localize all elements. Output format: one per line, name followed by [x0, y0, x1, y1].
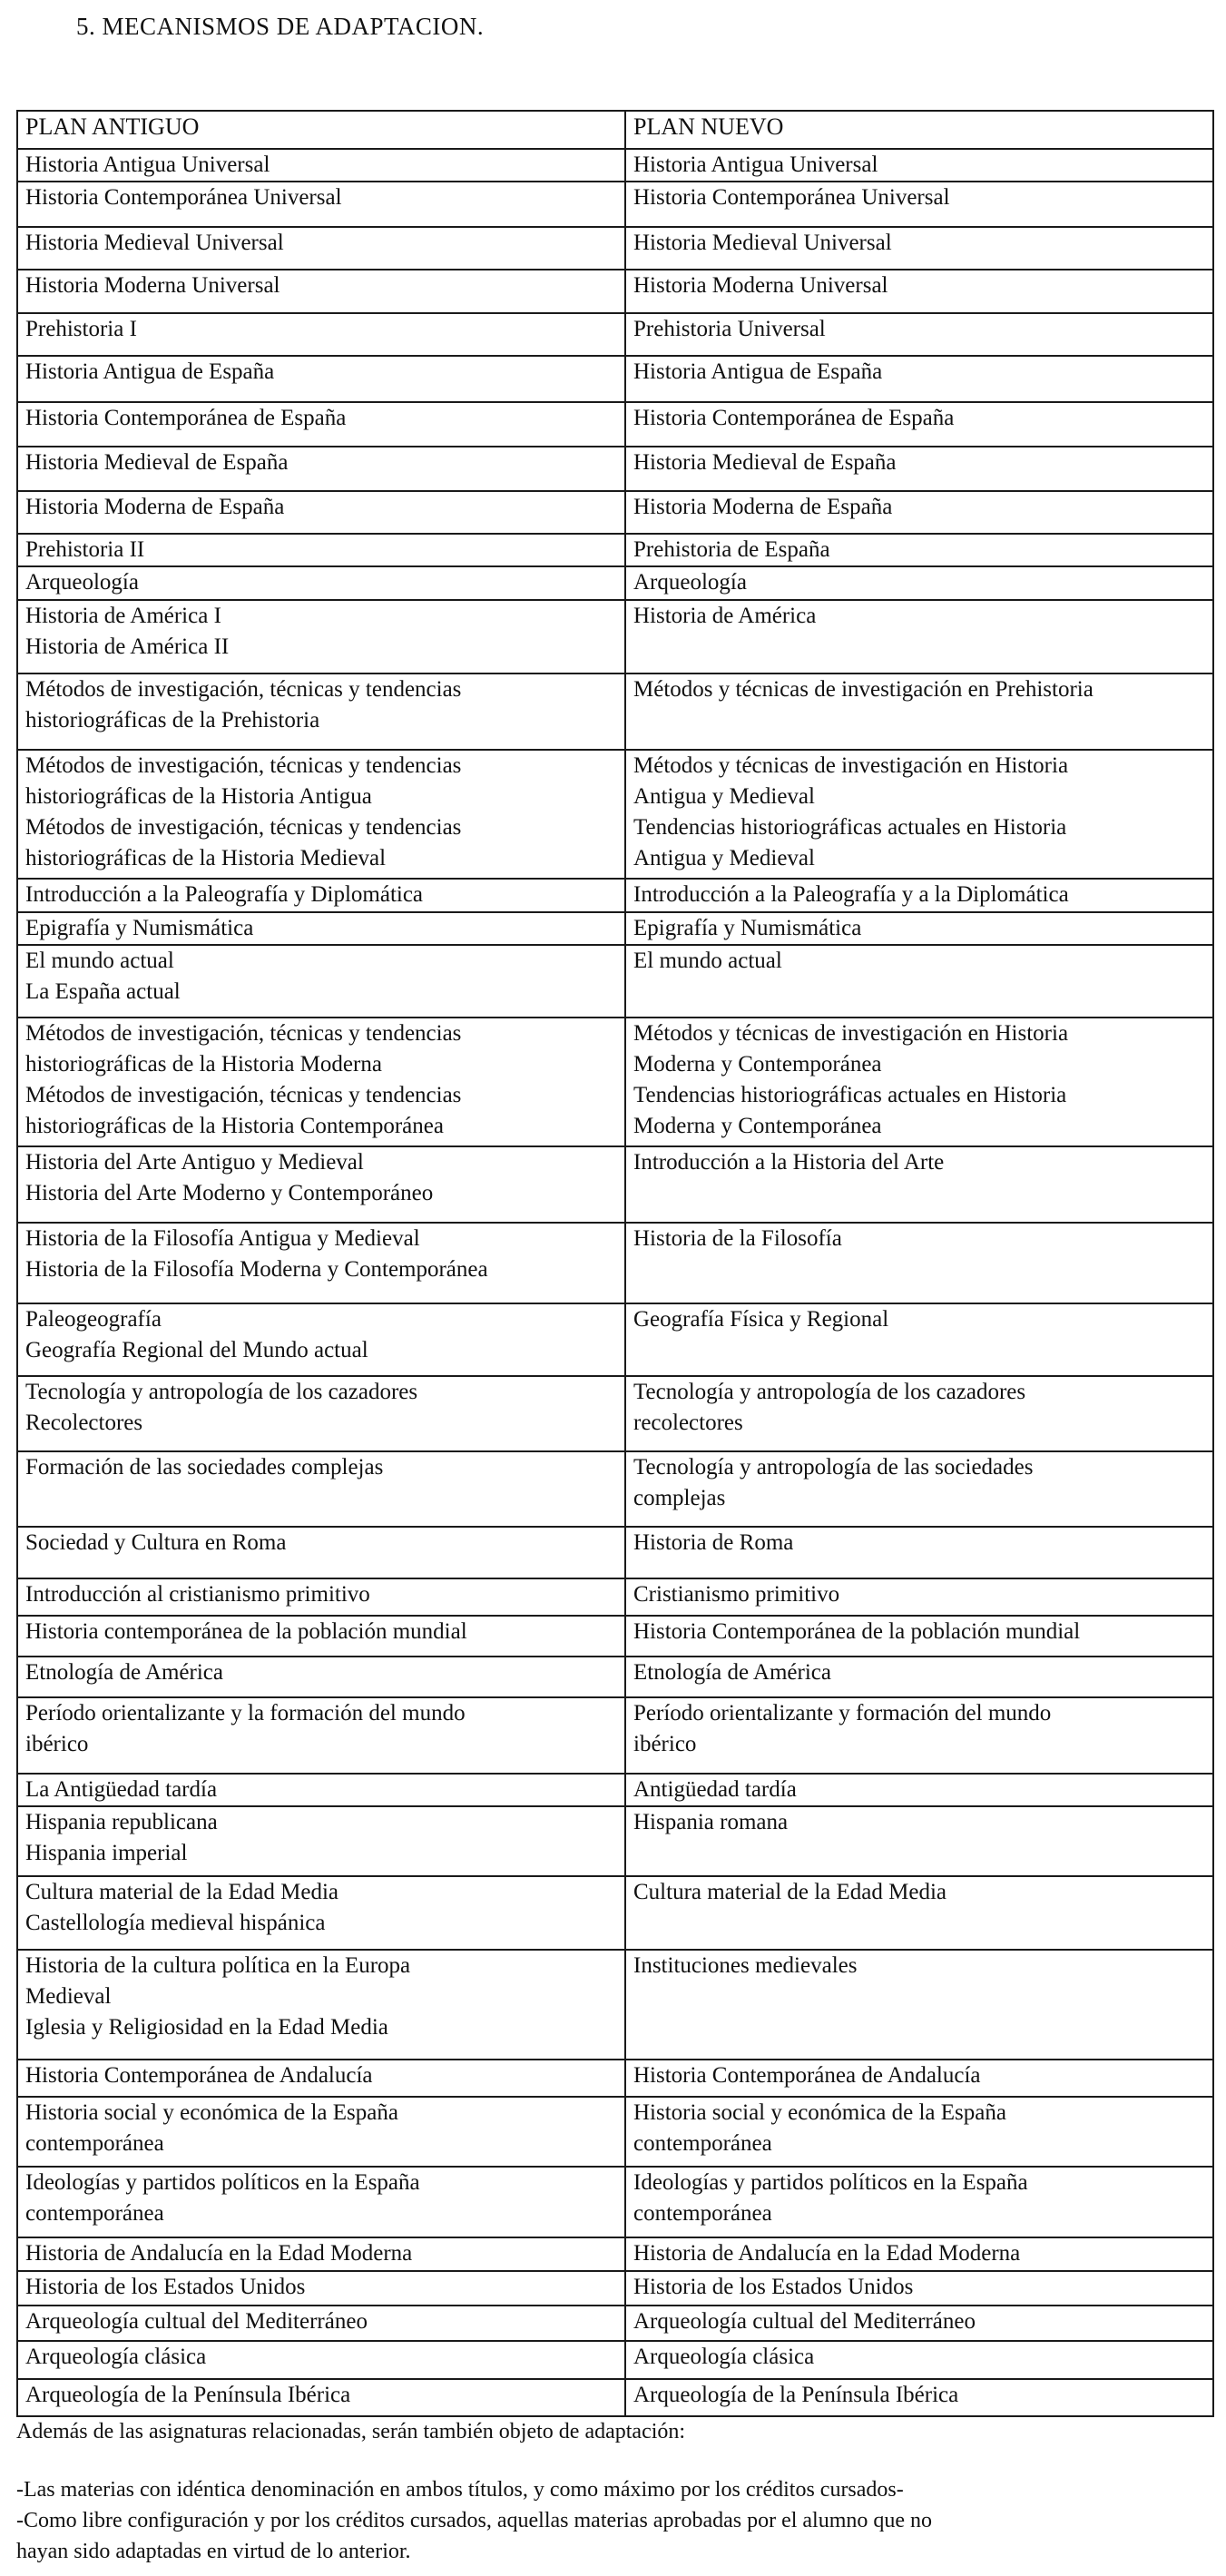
cell-line: Geografía Regional del Mundo actual — [25, 1338, 368, 1362]
cell-line: historiográficas de la Historia Antigua — [25, 784, 372, 809]
cell-line: La Antigüedad tardía — [25, 1777, 218, 1802]
notes-item: -Las materias con idéntica denominación en ambos títulos, y como máximo por los créditos cursados- — [16, 2478, 904, 2502]
cell-line: Moderna y Contemporánea — [633, 1114, 882, 1138]
table-row — [17, 1527, 1213, 1578]
cell-line: Métodos de investigación, técnicas y tendencias — [25, 677, 462, 702]
cell-line: historiográficas de la Historia Medieval — [25, 846, 387, 870]
cell-line: La España actual — [25, 979, 181, 1004]
plan-nuevo-cell — [625, 2306, 1213, 2341]
plan-nuevo-cell — [625, 1451, 1213, 1527]
cell-line: Prehistoria I — [25, 317, 137, 341]
adaptation-notes — [16, 2416, 1212, 2567]
plan-antiguo-cell — [17, 2167, 625, 2237]
plan-nuevo-cell — [625, 1018, 1213, 1146]
table-body — [17, 149, 1213, 2416]
cell-line: Introducción a la Paleografía y Diplomática — [25, 882, 424, 907]
table-row — [17, 1697, 1213, 1774]
table-row — [17, 227, 1213, 270]
cell-line: Historia Contemporánea Universal — [25, 185, 342, 210]
plan-antiguo-cell — [17, 750, 625, 879]
cell-line: ibérico — [633, 1732, 697, 1756]
cell-line: Hispania imperial — [25, 1841, 188, 1865]
plan-nuevo-cell — [625, 1223, 1213, 1303]
plan-antiguo-cell — [17, 1223, 625, 1303]
cell-line: Etnología de América — [633, 1660, 831, 1685]
cell-line: Historia Antigua Universal — [25, 152, 270, 177]
cell-line: contemporánea — [633, 2131, 772, 2156]
plan-nuevo-cell — [625, 1657, 1213, 1697]
cell-line: Historia de América I — [25, 604, 221, 628]
plan-antiguo-cell — [17, 566, 625, 600]
cell-line: Historia Antigua de España — [633, 359, 883, 384]
plan-nuevo-cell — [625, 447, 1213, 491]
plan-antiguo-cell — [17, 2341, 625, 2379]
notes-item: hayan sido adaptadas en virtud de lo anterior. — [16, 2540, 411, 2563]
table-row — [17, 1146, 1213, 1223]
cell-line: Métodos de investigación, técnicas y tendencias — [25, 1021, 462, 1046]
table-row — [17, 313, 1213, 356]
table-row — [17, 2379, 1213, 2416]
cell-line: Cristianismo primitivo — [633, 1582, 840, 1607]
cell-line: Historia Contemporánea de Andalucía — [25, 2063, 373, 2088]
cell-line: Historia de la Filosofía — [633, 1226, 842, 1251]
cell-line: Historia Medieval Universal — [633, 231, 892, 255]
plan-antiguo-cell — [17, 313, 625, 356]
cell-line: ibérico — [25, 1732, 89, 1756]
cell-line: Historia Medieval de España — [25, 450, 289, 475]
plan-nuevo-cell — [625, 270, 1213, 313]
table-row — [17, 2097, 1213, 2167]
cell-line: Geografía Física y Regional — [633, 1307, 889, 1332]
cell-line: Tecnología y antropología de las sociedades — [633, 1455, 1034, 1480]
plan-antiguo-cell — [17, 1303, 625, 1376]
cell-line: Castellología medieval hispánica — [25, 1911, 326, 1935]
plan-antiguo-cell — [17, 2379, 625, 2416]
plan-antiguo-cell — [17, 673, 625, 750]
plan-antiguo-cell — [17, 447, 625, 491]
cell-line: Prehistoria de España — [633, 537, 830, 562]
table-row — [17, 491, 1213, 534]
plan-antiguo-cell — [17, 1527, 625, 1578]
cell-line: Historia Contemporánea de España — [25, 406, 347, 430]
cell-line: Instituciones medievales — [633, 1953, 858, 1978]
table-row — [17, 1018, 1213, 1146]
plan-nuevo-cell — [625, 402, 1213, 447]
cell-line: Arqueología cultual del Mediterráneo — [633, 2309, 976, 2334]
plan-nuevo-cell — [625, 1376, 1213, 1451]
plan-nuevo-cell — [625, 2341, 1213, 2379]
cell-line: Historia Contemporánea de la población mundial — [633, 1619, 1081, 1644]
cell-line: Historia social y económica de la España — [25, 2100, 398, 2125]
plan-antiguo-cell — [17, 1806, 625, 1876]
plan-antiguo-cell — [17, 534, 625, 566]
plan-antiguo-cell — [17, 1876, 625, 1950]
plan-nuevo-cell — [625, 2271, 1213, 2306]
plan-antiguo-cell — [17, 1146, 625, 1223]
plan-antiguo-cell — [17, 2060, 625, 2097]
cell-line: Sociedad y Cultura en Roma — [25, 1530, 287, 1555]
cell-line: Historia de América II — [25, 634, 230, 659]
cell-line: Introducción a la Paleografía y a la Diplomática — [633, 882, 1069, 907]
cell-line: Métodos y técnicas de investigación en Prehistoria — [633, 677, 1094, 702]
cell-line: Introducción al cristianismo primitivo — [25, 1582, 370, 1607]
plan-nuevo-cell — [625, 2060, 1213, 2097]
table-row — [17, 673, 1213, 750]
table-row — [17, 912, 1213, 945]
cell-line: Historia de la Filosofía Antigua y Medieval — [25, 1226, 420, 1251]
cell-line: Cultura material de la Edad Media — [633, 1880, 947, 1904]
plan-nuevo-cell — [625, 1527, 1213, 1578]
plan-antiguo-cell — [17, 1578, 625, 1616]
cell-line: Historia Contemporánea de España — [633, 406, 955, 430]
cell-line: Epigrafía y Numismática — [633, 916, 862, 940]
cell-line: Historia de la cultura política en la Europa — [25, 1953, 411, 1978]
plan-nuevo-cell — [625, 1774, 1213, 1806]
plan-antiguo-cell — [17, 1950, 625, 2060]
table-row — [17, 2341, 1213, 2379]
table-row — [17, 1657, 1213, 1697]
plan-antiguo-cell — [17, 945, 625, 1018]
notes-intro: Además de las asignaturas relacionadas, serán también objeto de adaptación: — [16, 2420, 686, 2443]
header-plan-nuevo: PLAN NUEVO — [625, 111, 1213, 149]
table-row — [17, 1451, 1213, 1527]
header-plan-antiguo: PLAN ANTIGUO — [17, 111, 625, 149]
plan-antiguo-cell — [17, 491, 625, 534]
cell-line: Métodos y técnicas de investigación en Historia — [633, 1021, 1069, 1046]
cell-line: Historia del Arte Moderno y Contemporáneo — [25, 1181, 434, 1205]
cell-line: Historia Moderna Universal — [25, 273, 280, 298]
plan-nuevo-cell — [625, 2237, 1213, 2271]
cell-line: contemporánea — [633, 2201, 772, 2226]
plan-antiguo-cell — [17, 182, 625, 227]
cell-line: recolectores — [633, 1411, 743, 1435]
plan-antiguo-cell — [17, 1451, 625, 1527]
section-title: 5. MECANISMOS DE ADAPTACION. — [76, 13, 485, 40]
cell-line: Arqueología de la Península Ibérica — [25, 2383, 351, 2407]
table-row — [17, 1578, 1213, 1616]
table-row — [17, 447, 1213, 491]
plan-antiguo-cell — [17, 1697, 625, 1774]
cell-line: historiográficas de la Prehistoria — [25, 708, 320, 732]
cell-line: Hispania republicana — [25, 1810, 218, 1834]
plan-nuevo-cell — [625, 750, 1213, 879]
cell-line: historiográficas de la Historia Contemporánea — [25, 1114, 444, 1138]
cell-line: Historia de América — [633, 604, 817, 628]
table-row — [17, 750, 1213, 879]
cell-line: Tecnología y antropología de los cazadores — [25, 1380, 418, 1404]
cell-line: Antigüedad tardía — [633, 1777, 797, 1802]
cell-line: historiográficas de la Historia Moderna — [25, 1052, 382, 1077]
table-row — [17, 1876, 1213, 1950]
table-row — [17, 600, 1213, 673]
table-row — [17, 1376, 1213, 1451]
cell-line: Tendencias historiográficas actuales en Historia — [633, 815, 1067, 840]
cell-line: Historia Moderna de España — [25, 495, 285, 519]
table-row — [17, 1303, 1213, 1376]
table-row — [17, 356, 1213, 402]
plan-antiguo-cell — [17, 2097, 625, 2167]
cell-line: Arqueología — [25, 570, 139, 595]
plan-antiguo-cell — [17, 2271, 625, 2306]
cell-line: Antigua y Medieval — [633, 846, 815, 870]
table-row — [17, 2060, 1213, 2097]
cell-line: Arqueología de la Península Ibérica — [633, 2383, 959, 2407]
plan-antiguo-cell — [17, 2306, 625, 2341]
plan-nuevo-cell — [625, 1303, 1213, 1376]
plan-antiguo-cell — [17, 1616, 625, 1657]
cell-line: Historia Medieval Universal — [25, 231, 284, 255]
cell-line: Historia Contemporánea de Andalucía — [633, 2063, 981, 2088]
notes-item: -Como libre configuración y por los créditos cursados, aquellas materias aprobadas por el alumno que no — [16, 2509, 933, 2532]
cell-line: Arqueología cultual del Mediterráneo — [25, 2309, 368, 2334]
cell-line: Arqueología clásica — [25, 2345, 207, 2369]
cell-line: Historia de Roma — [633, 1530, 794, 1555]
cell-line: Paleogeografía — [25, 1307, 162, 1332]
plan-antiguo-cell — [17, 227, 625, 270]
plan-antiguo-cell — [17, 270, 625, 313]
plan-nuevo-cell — [625, 600, 1213, 673]
cell-line: Historia Contemporánea Universal — [633, 185, 950, 210]
table-row — [17, 1950, 1213, 2060]
plan-nuevo-cell — [625, 313, 1213, 356]
table-row — [17, 1774, 1213, 1806]
plan-nuevo-cell — [625, 2167, 1213, 2237]
cell-line: Historia de Andalucía en la Edad Moderna — [25, 2241, 413, 2266]
cell-line: Moderna y Contemporánea — [633, 1052, 882, 1077]
cell-line: complejas — [633, 1486, 726, 1510]
table-row — [17, 534, 1213, 566]
cell-line: Historia social y económica de la España — [633, 2100, 1006, 2125]
plan-antiguo-cell — [17, 1657, 625, 1697]
table-row — [17, 1806, 1213, 1876]
table-row — [17, 402, 1213, 447]
plan-nuevo-cell — [625, 149, 1213, 182]
cell-line: Tendencias historiográficas actuales en Historia — [633, 1083, 1067, 1107]
cell-line: contemporánea — [25, 2201, 164, 2226]
cell-line: Período orientalizante y formación del mundo — [633, 1701, 1052, 1726]
table-row — [17, 879, 1213, 912]
cell-line: Historia Antigua Universal — [633, 152, 878, 177]
cell-line: El mundo actual — [633, 949, 782, 973]
plan-nuevo-cell — [625, 1616, 1213, 1657]
cell-line: Historia de la Filosofía Moderna y Contemporánea — [25, 1257, 488, 1282]
cell-line: Historia Antigua de España — [25, 359, 275, 384]
cell-line: Período orientalizante y la formación del mundo — [25, 1701, 466, 1726]
cell-line: Historia Moderna de España — [633, 495, 893, 519]
cell-line: Arqueología clásica — [633, 2345, 815, 2369]
plan-nuevo-cell — [625, 491, 1213, 534]
plan-nuevo-cell — [625, 2097, 1213, 2167]
cell-line: Historia Moderna Universal — [633, 273, 888, 298]
plan-antiguo-cell — [17, 600, 625, 673]
plan-nuevo-cell — [625, 1806, 1213, 1876]
plan-nuevo-cell — [625, 1876, 1213, 1950]
plan-nuevo-cell — [625, 879, 1213, 912]
cell-line: Antigua y Medieval — [633, 784, 815, 809]
cell-line: contemporánea — [25, 2131, 164, 2156]
cell-line: Recolectores — [25, 1411, 143, 1435]
plan-nuevo-cell — [625, 1697, 1213, 1774]
cell-line: Prehistoria Universal — [633, 317, 826, 341]
plan-nuevo-cell — [625, 1578, 1213, 1616]
plan-nuevo-cell — [625, 1146, 1213, 1223]
plan-nuevo-cell — [625, 912, 1213, 945]
table-row — [17, 270, 1213, 313]
plan-antiguo-cell — [17, 402, 625, 447]
cell-line: Ideologías y partidos políticos en la España — [633, 2170, 1028, 2195]
cell-line: Medieval — [25, 1984, 112, 2009]
table-row — [17, 2306, 1213, 2341]
plan-nuevo-cell — [625, 227, 1213, 270]
cell-line: Métodos de investigación, técnicas y tendencias — [25, 753, 462, 778]
cell-line: Historia de los Estados Unidos — [25, 2275, 306, 2299]
cell-line: Historia contemporánea de la población mundial — [25, 1619, 467, 1644]
cell-line: Historia de Andalucía en la Edad Moderna — [633, 2241, 1021, 2266]
adaptation-table — [16, 110, 1214, 2417]
table-row — [17, 2167, 1213, 2237]
plan-nuevo-cell — [625, 2379, 1213, 2416]
cell-line: Historia de los Estados Unidos — [633, 2275, 914, 2299]
cell-line: Métodos de investigación, técnicas y tendencias — [25, 1083, 462, 1107]
cell-line: Historia del Arte Antiguo y Medieval — [25, 1150, 364, 1175]
cell-line: Métodos y técnicas de investigación en Historia — [633, 753, 1069, 778]
plan-antiguo-cell — [17, 912, 625, 945]
table-row — [17, 149, 1213, 182]
table-row — [17, 945, 1213, 1018]
plan-antiguo-cell — [17, 1774, 625, 1806]
cell-line: El mundo actual — [25, 949, 174, 973]
table-header-row — [17, 111, 1213, 149]
plan-antiguo-cell — [17, 1376, 625, 1451]
cell-line: Prehistoria II — [25, 537, 145, 562]
cell-line: Cultura material de la Edad Media — [25, 1880, 339, 1904]
cell-line: Introducción a la Historia del Arte — [633, 1150, 945, 1175]
cell-line: Arqueología — [633, 570, 747, 595]
plan-nuevo-cell — [625, 534, 1213, 566]
table-row — [17, 2237, 1213, 2271]
cell-line: Epigrafía y Numismática — [25, 916, 254, 940]
cell-line: Historia Medieval de España — [633, 450, 897, 475]
table-row — [17, 1616, 1213, 1657]
plan-nuevo-cell — [625, 673, 1213, 750]
cell-line: Iglesia y Religiosidad en la Edad Media — [25, 2015, 388, 2040]
table-row — [17, 2271, 1213, 2306]
cell-line: Etnología de América — [25, 1660, 223, 1685]
plan-nuevo-cell — [625, 566, 1213, 600]
plan-nuevo-cell — [625, 356, 1213, 402]
plan-antiguo-cell — [17, 149, 625, 182]
plan-antiguo-cell — [17, 1018, 625, 1146]
cell-line: Ideologías y partidos políticos en la España — [25, 2170, 420, 2195]
cell-line: Hispania romana — [633, 1810, 789, 1834]
table-row — [17, 1223, 1213, 1303]
plan-antiguo-cell — [17, 356, 625, 402]
cell-line: Formación de las sociedades complejas — [25, 1455, 384, 1480]
cell-line: Tecnología y antropología de los cazadores — [633, 1380, 1026, 1404]
plan-antiguo-cell — [17, 879, 625, 912]
plan-nuevo-cell — [625, 945, 1213, 1018]
cell-line: Métodos de investigación, técnicas y tendencias — [25, 815, 462, 840]
table-row — [17, 566, 1213, 600]
table-row — [17, 182, 1213, 227]
plan-nuevo-cell — [625, 1950, 1213, 2060]
plan-nuevo-cell — [625, 182, 1213, 227]
plan-antiguo-cell — [17, 2237, 625, 2271]
